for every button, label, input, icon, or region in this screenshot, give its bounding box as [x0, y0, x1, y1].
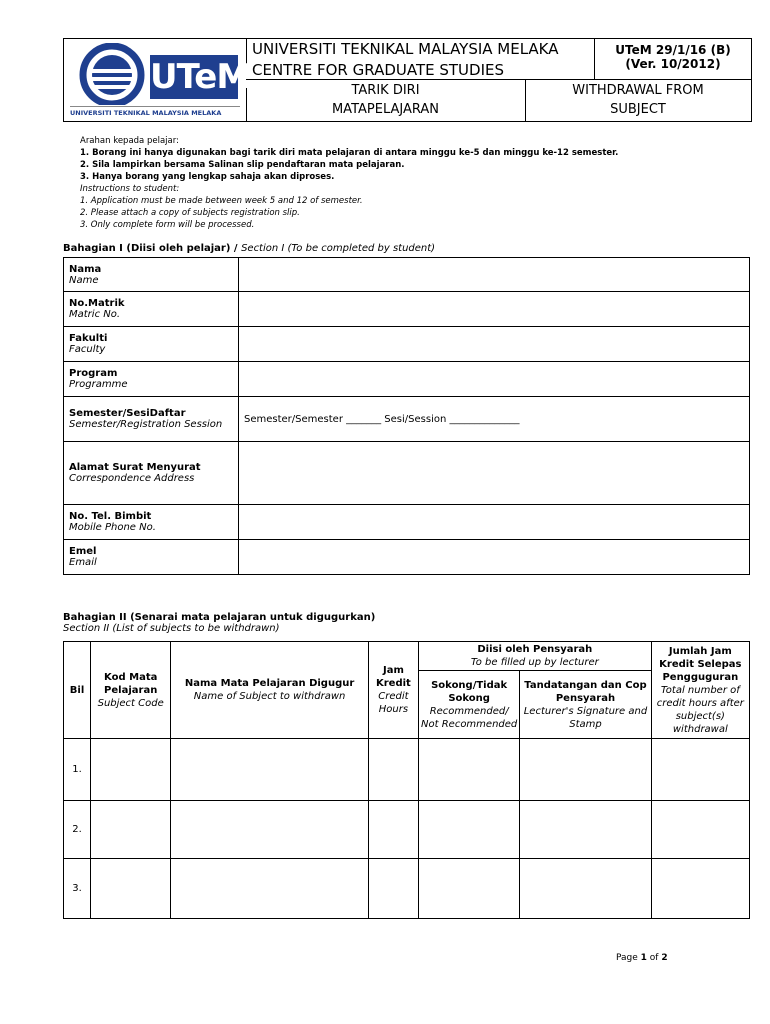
instruction-item: 2. Sila lampirkan bersama Salinan slip pendaftaran mata pelajaran.: [80, 160, 405, 170]
section2-title-malay: Bahagian II (Senarai mata pelajaran untuk digugurkan): [63, 612, 376, 623]
header-divider: [246, 79, 751, 80]
field-label: [64, 362, 239, 397]
field-label-malay: Semester/SesiDaftar: [69, 408, 186, 419]
form-reference: [594, 39, 751, 79]
signature-cell[interactable]: [520, 859, 651, 919]
table-row: [64, 801, 750, 859]
centre-name: CENTRE FOR GRADUATE STUDIES: [252, 61, 504, 79]
header-credit-hours: [368, 642, 418, 739]
field-label-malay: Alamat Surat Menyurat: [69, 462, 201, 473]
field-label: [64, 505, 239, 540]
name-field[interactable]: [239, 258, 750, 292]
student-details-table: [63, 257, 750, 575]
header-label-english: To be filled up by lecturer: [470, 657, 599, 668]
signature-cell[interactable]: [520, 801, 651, 859]
table-row: [64, 362, 750, 397]
subject-code-cell[interactable]: [91, 801, 171, 859]
credit-hours-cell[interactable]: [368, 739, 418, 801]
section2-title: [63, 612, 375, 634]
address-field[interactable]: [239, 442, 750, 505]
instruction-item: 2. Please attach a copy of subjects registration slip.: [80, 208, 300, 218]
header-label-malay: Nama Mata Pelajaran Digugur: [184, 678, 355, 689]
instructions-heading-malay: Arahan kepada pelajar:: [80, 136, 179, 146]
utem-logo: UTeM: [150, 57, 250, 97]
header-label-malay: Tandatangan dan Cop Pensyarah: [524, 679, 647, 704]
header-label-english: Recommended/ Not Recommended: [421, 705, 518, 730]
header-label-malay: Jam Kredit: [376, 665, 411, 689]
table-row: [64, 442, 750, 505]
table-row: [64, 327, 750, 362]
recommendation-cell[interactable]: [419, 801, 520, 859]
utem-emblem-icon: [70, 43, 150, 105]
header-label-english: Credit Hours: [378, 691, 409, 715]
field-label-english: Mobile Phone No.: [69, 522, 156, 533]
logo-divider: [70, 106, 240, 107]
table-row: [64, 859, 750, 919]
header-signature: [520, 671, 651, 739]
programme-field[interactable]: [239, 362, 750, 397]
header-label-malay: Kod Mata Pelajaran: [104, 671, 158, 696]
table-row: [64, 505, 750, 540]
subject-name-cell[interactable]: [171, 859, 369, 919]
header-label-malay: Diisi oleh Pensyarah: [477, 644, 593, 655]
header-total-credit: [651, 642, 749, 739]
header-subject-code: [91, 642, 171, 739]
row-number: 1.: [64, 739, 91, 801]
title-malay-line1: TARIK DIRI: [351, 83, 420, 98]
instructions-heading-english: Instructions to student:: [80, 184, 180, 194]
row-number: 2.: [64, 801, 91, 859]
field-label-english: Faculty: [69, 344, 106, 355]
field-label: [64, 292, 239, 327]
page-current: 1: [640, 953, 647, 963]
faculty-field[interactable]: [239, 327, 750, 362]
total-credit-cell[interactable]: [651, 859, 749, 919]
header-subject-name: [171, 642, 369, 739]
field-label-malay: No. Tel. Bimbit: [69, 511, 152, 522]
form-version: (Ver. 10/2012): [625, 57, 721, 71]
field-label: [64, 442, 239, 505]
logo-cell: [64, 39, 250, 121]
header-lecturer-section: [419, 642, 652, 671]
header-label-english: Lecturer's Signature and Stamp: [523, 705, 648, 730]
table-header-row: [64, 642, 750, 671]
field-label-english: Programme: [69, 379, 128, 390]
instructions: [80, 135, 618, 231]
subjects-table: [63, 641, 750, 919]
field-label: [64, 540, 239, 575]
field-label-english: Email: [69, 557, 97, 568]
header-label-malay: Jumlah Jam Kredit Selepas Pengguguran: [659, 645, 742, 683]
instruction-item: 1. Application must be made between week 5 and 12 of semester.: [80, 196, 363, 206]
page-total: 2: [661, 953, 668, 963]
signature-cell[interactable]: [520, 739, 651, 801]
subject-code-cell[interactable]: [91, 859, 171, 919]
subject-code-cell[interactable]: [91, 739, 171, 801]
header-label-english: Total number of credit hours after subject(s) withdrawal: [656, 684, 744, 735]
matric-field[interactable]: [239, 292, 750, 327]
subject-name-cell[interactable]: [171, 739, 369, 801]
university-name: UNIVERSITI TEKNIKAL MALAYSIA MELAKA: [252, 40, 559, 58]
table-row: [64, 397, 750, 442]
section2-title-english: Section II (List of subjects to be withdrawn): [63, 623, 280, 634]
instruction-item: 3. Only complete form will be processed.: [80, 220, 255, 230]
phone-field[interactable]: [239, 505, 750, 540]
instruction-item: 3. Hanya borang yang lengkap sahaja akan diproses.: [80, 172, 335, 182]
title-english-line2: SUBJECT: [610, 102, 666, 117]
field-label-malay: Emel: [69, 546, 97, 557]
credit-hours-cell[interactable]: [368, 859, 418, 919]
field-label-english: Name: [69, 274, 99, 286]
table-row: [64, 739, 750, 801]
page-number: [616, 953, 668, 963]
field-label-malay: Fakulti: [69, 333, 108, 344]
header-label-english: Name of Subject to withdrawn: [193, 691, 346, 702]
table-row: [64, 540, 750, 575]
field-label-english: Matric No.: [69, 309, 121, 320]
section1-title: [63, 243, 435, 254]
row-number: 3.: [64, 859, 91, 919]
semester-session-field[interactable]: Semester/Semester _______ Sesi/Session ______________: [239, 397, 750, 442]
field-label-malay: Program: [69, 368, 118, 379]
header-label-english: Subject Code: [97, 697, 164, 709]
table-row: [64, 258, 750, 292]
field-label: [64, 397, 239, 442]
form-header: [63, 38, 752, 122]
field-label-english: Semester/Registration Session: [69, 419, 223, 430]
title-malay: [246, 81, 525, 119]
page-prefix: Page: [616, 953, 641, 963]
total-credit-cell[interactable]: [651, 801, 749, 859]
recommendation-cell[interactable]: [419, 739, 520, 801]
field-label-malay: Nama: [69, 263, 102, 275]
page-of: of: [646, 953, 662, 963]
table-row: [64, 292, 750, 327]
field-label-malay: No.Matrik: [69, 298, 125, 309]
credit-hours-cell[interactable]: [368, 801, 418, 859]
title-malay-line2: MATAPELAJARAN: [331, 102, 440, 117]
section1-title-malay: Bahagian I (Diisi oleh pelajar) /: [63, 243, 242, 254]
section1-title-english: Section I (To be completed by student): [241, 243, 436, 254]
title-english: [525, 81, 751, 119]
total-credit-cell[interactable]: [651, 739, 749, 801]
field-label-english: Correspondence Address: [69, 473, 195, 484]
field-label: [64, 258, 239, 292]
header-label-malay: Sokong/Tidak Sokong: [431, 679, 508, 704]
email-field[interactable]: [239, 540, 750, 575]
subject-name-cell[interactable]: [171, 801, 369, 859]
instruction-item: 1. Borang ini hanya digunakan bagi tarik diri mata pelajaran di antara minggu ke-5 dan minggu ke-12 semester.: [80, 148, 619, 158]
form-ref-code: UTeM 29/1/16 (B): [615, 43, 731, 57]
logo-caption: UNIVERSITI TEKNIKAL MALAYSIA MELAKA: [70, 109, 222, 117]
field-label: [64, 327, 239, 362]
recommendation-cell[interactable]: [419, 859, 520, 919]
title-english-line1: WITHDRAWAL FROM: [572, 83, 704, 98]
header-recommendation: [419, 671, 520, 739]
header-bil: Bil: [64, 642, 91, 739]
